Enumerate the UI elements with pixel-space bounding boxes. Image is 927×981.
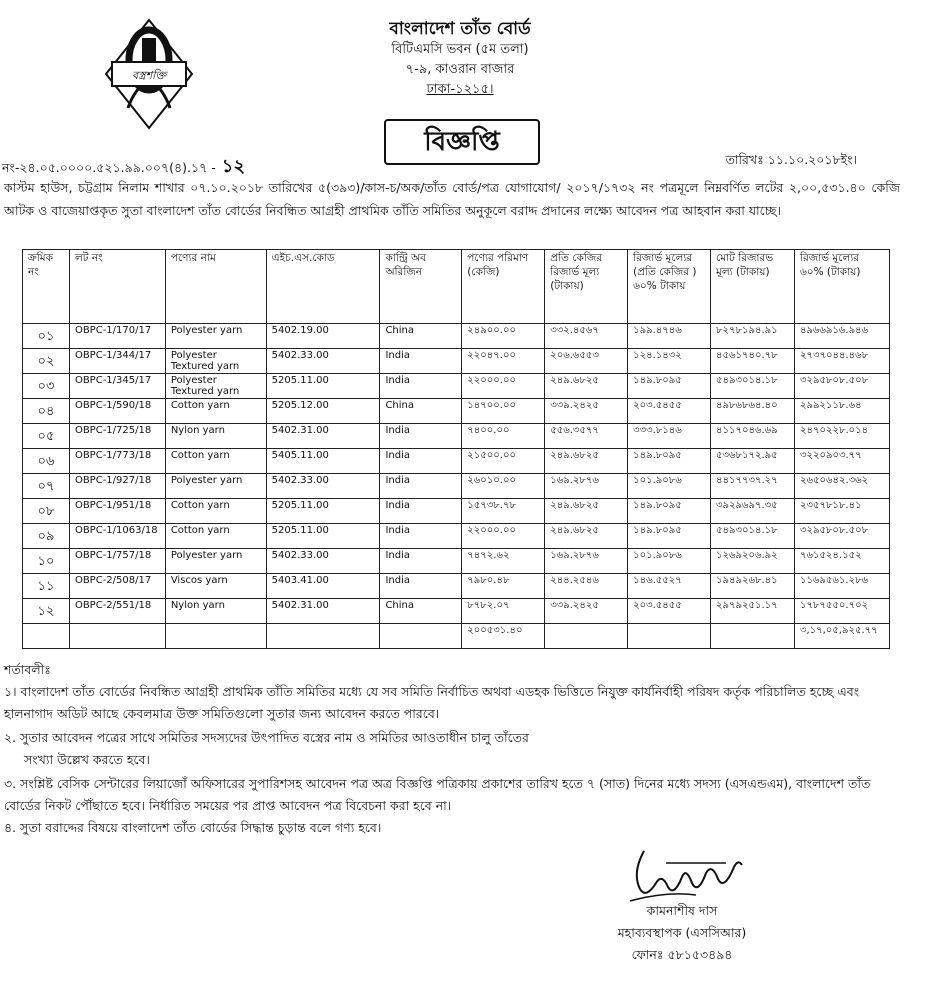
signer-block: [582, 900, 782, 966]
table-row: [23, 399, 890, 424]
org-name: বাংলাদেশ তাঁত বোর্ড: [389, 19, 531, 39]
table-row: [23, 574, 890, 599]
table-cell: 5205.11.00: [266, 524, 380, 549]
table-header-cell: লট নং: [69, 250, 165, 324]
table-cell: ১৭৮৭৫৫০.৭০২: [794, 599, 889, 624]
signer-name: কামনাশীষ দাস: [646, 903, 718, 918]
table-cell: ০৮: [23, 499, 70, 524]
org-header: [330, 18, 590, 100]
table-cell: China: [380, 599, 462, 624]
table-cell: Polyester Textured yarn: [165, 374, 266, 399]
table-cell: ২৪৯.৬৮২৫: [545, 449, 628, 474]
table-cell: ০৬: [23, 449, 70, 474]
table-cell: India: [380, 574, 462, 599]
table-cell: ২৪৯.৬৮২৫: [545, 499, 628, 524]
table-cell: ৩৯২৯৬৯৭.৩৫: [711, 499, 795, 524]
table-cell: ৩৩৯.২৪২৫: [545, 399, 628, 424]
table-cell: ০৯: [23, 524, 70, 549]
table-cell: OBPC-1/773/18: [69, 449, 165, 474]
table-header-cell: পণ্যের পরিমাণ (কেজি): [462, 250, 545, 324]
table-cell: ৮৭৮২.০৭: [462, 599, 545, 624]
table-cell: OBPC-1/757/18: [69, 549, 165, 574]
table-cell: China: [380, 324, 462, 349]
table-cell: ২৪৯.৬৮২৫: [545, 374, 628, 399]
table-cell: ২৪৯.৬৮২৫: [545, 524, 628, 549]
table-cell: ০৩: [23, 374, 70, 399]
table-header-cell: প্রতি কেজির রিজার্ভ মূল্য (টাকায়): [545, 250, 628, 324]
notice-date: তারিখঃ ১১.১০.২০১৮ইং।: [725, 152, 857, 167]
table-cell: ০৪: [23, 399, 70, 424]
address-line-2: ৭-৯, কাওরান বাজার: [405, 62, 515, 77]
table-cell: ২০৩.৫৪৫৫: [628, 599, 711, 624]
table-cell: India: [380, 349, 462, 374]
table-row: [23, 349, 890, 374]
table-row: [23, 549, 890, 574]
table-cell: 5402.31.00: [266, 424, 380, 449]
table-cell: ৫৩৬৮১৭২.৯৫: [711, 449, 795, 474]
address-city: ঢাকা-১২১৫।: [426, 82, 494, 97]
table-cell: ১০১.৯০৮৬: [628, 474, 711, 499]
table-cell: ২৩৫৭৮১৮.৪১: [794, 499, 889, 524]
table-cell: Polyester yarn: [165, 549, 266, 574]
table-cell: ১২৪.১৪৩২: [628, 349, 711, 374]
table-cell: ৫৪৯৩০১৪.১৮: [711, 374, 795, 399]
table-cell: [628, 624, 711, 649]
table-cell: Nylon yarn: [165, 424, 266, 449]
table-cell: ২১৫০০.০০: [462, 449, 545, 474]
notice-title: বিজ্ঞপ্তি: [384, 119, 540, 165]
table-cell: ১১৬৯৫৬১.২৮৬: [794, 574, 889, 599]
table-cell: Cotton yarn: [165, 399, 266, 424]
table-total-row: [23, 624, 890, 649]
scan-top-edge: [0, 0, 927, 4]
table-cell: ৭৬১৫২৪.১৫২: [794, 549, 889, 574]
table-cell: China: [380, 399, 462, 424]
table-cell: OBPC-1/951/18: [69, 499, 165, 524]
table-cell: ১৯৯.৪৭৪৬: [628, 324, 711, 349]
table-cell: ২৭৩৭০৪৪.৪৬৮: [794, 349, 889, 374]
table-cell: OBPC-1/927/18: [69, 474, 165, 499]
table-header-cell: এইচ.এস.কোড: [266, 250, 380, 324]
table-cell: ১০: [23, 549, 70, 574]
table-cell: [266, 624, 380, 649]
table-cell: India: [380, 474, 462, 499]
table-cell: 5205.11.00: [266, 374, 380, 399]
table-cell: [711, 624, 795, 649]
table-cell: ৪৫৬১৭৪০.৭৮: [711, 349, 795, 374]
table-header-row: [23, 250, 890, 324]
address-line-1: বিটিএমসি ভবন (৫ম তলা): [391, 42, 529, 57]
lot-table: [22, 249, 890, 649]
intro-paragraph: কাস্টম হাউস, চট্টগ্রাম নিলাম শাখার ০৭.১০.২০১৮ তারিখের ৫(৩৯৩)/কাস-চ/অক/তাঁত বোর্ড/পত্র যোগাযোগ/ ২০১৭/১৭৩২ নং পত্রমূলে নিম্নবর্ণিত লটের ২,০০,৫৩১.৪০ কেজি আটক ও বাজেয়াপ্তকৃত সুতা বাংলাদেশ তাঁত বোর্ডের নিবন্ধিত আগ্রহী প্রাথমিক তাঁতি সমিতির অনুকূলে বরাদ্দ প্রদানের লক্ষ্যে আবেদন পত্র আহবান করা যাচ্ছে।: [4, 180, 900, 218]
table-cell: India: [380, 374, 462, 399]
table-cell: ১২৬৯২০৬.৯২: [711, 549, 795, 574]
table-cell: Polyester yarn: [165, 324, 266, 349]
table-cell: OBPC-1/590/18: [69, 399, 165, 424]
table-cell: ২৬০১০.০০: [462, 474, 545, 499]
term-item-2-continued: সংখ্যা উল্লেখ করতে হবে।: [24, 752, 150, 767]
table-cell: ৫৪৯৩০১৪.১৮: [711, 524, 795, 549]
table-body: [23, 324, 890, 649]
table-cell: ১৪৬.৫৫২৭: [628, 574, 711, 599]
table-cell: OBPC-1/345/17: [69, 374, 165, 399]
table-cell: 5402.31.00: [266, 599, 380, 624]
table-cell: India: [380, 424, 462, 449]
table-cell: ৭৯৮০.৪৮: [462, 574, 545, 599]
table-cell: ১০১.৯০৮৬: [628, 549, 711, 574]
table-header-cell: পণ্যের নাম: [165, 250, 266, 324]
board-logo-icon: [104, 18, 194, 130]
table-cell: ১১: [23, 574, 70, 599]
table-cell: ১৪৭০০.০০: [462, 399, 545, 424]
table-cell: ২০৬.৬৫৫৩: [545, 349, 628, 374]
table-cell: ২২০০০.০০: [462, 374, 545, 399]
table-cell: ৩৩৯.২৪২৫: [545, 599, 628, 624]
table-cell: OBPC-1/725/18: [69, 424, 165, 449]
table-cell: Viscos yarn: [165, 574, 266, 599]
table-cell: Nylon yarn: [165, 599, 266, 624]
table-row: [23, 474, 890, 499]
table-cell: ০২: [23, 349, 70, 374]
table-cell: ৩২২০৯০৩.৭৭: [794, 449, 889, 474]
table-cell: OBPC-1/1063/18: [69, 524, 165, 549]
table-cell: ৩৩২.৪৫৬৭: [545, 324, 628, 349]
table-row: [23, 449, 890, 474]
memo-number-text: নং-২৪.০৫.০০০০.৫২১.৯৯.০০৭(৪).১৭ -: [2, 160, 216, 175]
table-cell: India: [380, 524, 462, 549]
memo-handwritten-suffix: ১২: [221, 156, 246, 177]
table-cell: ০১: [23, 324, 70, 349]
table-cell: ১২: [23, 599, 70, 624]
table-cell: ২২০০০.০০: [462, 524, 545, 549]
table-cell: [69, 624, 165, 649]
signer-phone: ফোনঃ ৫৮১৫৩৪৯৪: [631, 947, 733, 962]
table-cell: ২৪৪.২৫৪৬: [545, 574, 628, 599]
signer-designation: মহাব্যবস্থাপক (এসসিআর): [617, 925, 747, 940]
table-cell: ৫৫৬.৩৫৭৭: [545, 424, 628, 449]
table-cell: OBPC-2/551/18: [69, 599, 165, 624]
table-cell: ৪৪১৭৭৩৭.২৭: [711, 474, 795, 499]
table-cell: ৪১১৭০৪৬.৬৯: [711, 424, 795, 449]
table-cell: ১৬৯.২৮৭৬: [545, 474, 628, 499]
table-row: [23, 499, 890, 524]
table-cell: [380, 624, 462, 649]
table-cell: ২৯৭৯২৫১.১৭: [711, 599, 795, 624]
table-cell: ১৬৯.২৮৭৬: [545, 549, 628, 574]
table-cell: ৮২৭৮১৯৪.৯১: [711, 324, 795, 349]
term-item-2: ২. সুতার আবেদন পত্রের সাথে সমিতির সদস্যদের উৎপাদিত বস্ত্রের নাম ও সমিতির আওতাধীন চালু তাঁতের: [4, 730, 529, 745]
total-quantity-cell: ২০০৫৩১.৪০: [462, 624, 545, 649]
table-header-cell: রিজার্ভ মূল্যের ৬০% (টাকায়): [794, 250, 889, 324]
table-cell: ২৪৯০০.০০: [462, 324, 545, 349]
logo-text: বস্ত্রশক্তি: [131, 69, 167, 82]
table-cell: India: [380, 499, 462, 524]
table-header-cell: ক্রমিক নং: [23, 250, 70, 324]
table-cell: 5402.19.00: [266, 324, 380, 349]
table-cell: [23, 624, 70, 649]
table-cell: ১৫৭৩৮.৭৮: [462, 499, 545, 524]
table-cell: ৭৪০০.০০: [462, 424, 545, 449]
table-header-cell: কান্ট্রি অব অরিজিন: [380, 250, 462, 324]
table-cell: Polyester Textured yarn: [165, 349, 266, 374]
table-row: [23, 524, 890, 549]
table-cell: 5405.11.00: [266, 449, 380, 474]
table-cell: ৩২৯৫৮০৮.৫০৮: [794, 374, 889, 399]
table-cell: ২০৩.৫৪৫৫: [628, 399, 711, 424]
table-cell: ৪৯৮৬৮৬৪.৪০: [711, 399, 795, 424]
table-cell: ১৪৯.৮০৯৫: [628, 449, 711, 474]
table-header-cell: রিজার্ভ মূল্যের (প্রতি কেজির ) ৬০% টাকায়: [628, 250, 711, 324]
terms-heading: শর্তাবলীঃ: [4, 662, 51, 677]
table-row: [23, 424, 890, 449]
table-cell: Cotton yarn: [165, 449, 266, 474]
table-cell: ১৪৯.৮০৯৫: [628, 374, 711, 399]
table-cell: OBPC-1/170/17: [69, 324, 165, 349]
table-cell: India: [380, 449, 462, 474]
table-cell: ৩২৯৫৮০৮.৫০৮: [794, 524, 889, 549]
table-cell: ২২০৪৭.০০: [462, 349, 545, 374]
table-row: [23, 599, 890, 624]
terms-section: [4, 659, 904, 839]
table-cell: 5402.33.00: [266, 474, 380, 499]
table-cell: Cotton yarn: [165, 524, 266, 549]
table-cell: 5205.11.00: [266, 499, 380, 524]
table-row: [23, 324, 890, 349]
table-cell: 5402.33.00: [266, 349, 380, 374]
table-cell: ৪৯৬৬৯১৬.৯৪৬: [794, 324, 889, 349]
term-item-1: ১। বাংলাদেশ তাঁত বোর্ডের নিবন্ধিত আগ্রহী প্রাথমিক তাঁতি সমিতির মধ্যে যে সব সমিতি নির্বাচিত অথবা এডহক ভিত্তিতে নিযুক্ত কার্যনির্বাহী পরিষদ কর্তৃক পরিচালিত হচ্ছে এবং হালনাগাদ অডিট আছে কেবলমাত্র উক্ত সমিতিগুলো সুতার জন্য আবেদন করতে পারবে।: [4, 684, 860, 721]
table-row: [23, 374, 890, 399]
table-cell: ১৪৯.৮০৯৫: [628, 499, 711, 524]
table-cell: ৭৪৭২.৬২: [462, 549, 545, 574]
table-cell: ০৭: [23, 474, 70, 499]
table-cell: [165, 624, 266, 649]
table-cell: 5403.41.00: [266, 574, 380, 599]
table-header-cell: মোট রিজারভ মূল্য (টাকায়): [711, 250, 795, 324]
table-cell: ৩৩৩.৮১৪৬: [628, 424, 711, 449]
table-cell: OBPC-1/344/17: [69, 349, 165, 374]
table-cell: ১৪৯.৮০৯৫: [628, 524, 711, 549]
table-cell: Polyester yarn: [165, 474, 266, 499]
total-sixty-percent-cell: ৩,১৭,০৫,৯২৫.৭৭: [794, 624, 889, 649]
table-cell: [545, 624, 628, 649]
table-cell: Cotton yarn: [165, 499, 266, 524]
table-cell: ০৫: [23, 424, 70, 449]
term-item-4: ৪. সুতা বরাদ্দের বিষয়ে বাংলাদেশ তাঁত বোর্ডের সিদ্ধান্ত চুড়ান্ত বলে গণ্য হবে।: [4, 820, 382, 835]
table-cell: 5205.12.00: [266, 399, 380, 424]
table-cell: India: [380, 549, 462, 574]
term-item-3: ৩. সংশ্লিষ্ট বেসিক সেন্টারের লিয়াজোঁ অফিসারের সুপারিশসহ আবেদন পত্র অত্র বিজ্ঞপ্তি পত্রিকায় প্রকাশের তারিখ হতে ৭ (সাত) দিনের মধ্যে সদস্য (এসএন্ডএম), বাংলাদেশ তাঁত বোর্ডের নিকট পৌঁছাতে হবে। নির্ধারিত সময়ের পর প্রাপ্ত আবেদন পত্র বিবেচনা করা হবে না।: [4, 776, 871, 813]
table-cell: ১৯৪৯২৬৮.৪১: [711, 574, 795, 599]
table-cell: 5402.33.00: [266, 549, 380, 574]
table-cell: ২৪৭০২২৮.০১৪: [794, 424, 889, 449]
table-cell: ২৯৯২১১৮.৬৪: [794, 399, 889, 424]
table-cell: ২৬৫০৬৪২.৩৬২: [794, 474, 889, 499]
table-cell: OBPC-2/508/17: [69, 574, 165, 599]
